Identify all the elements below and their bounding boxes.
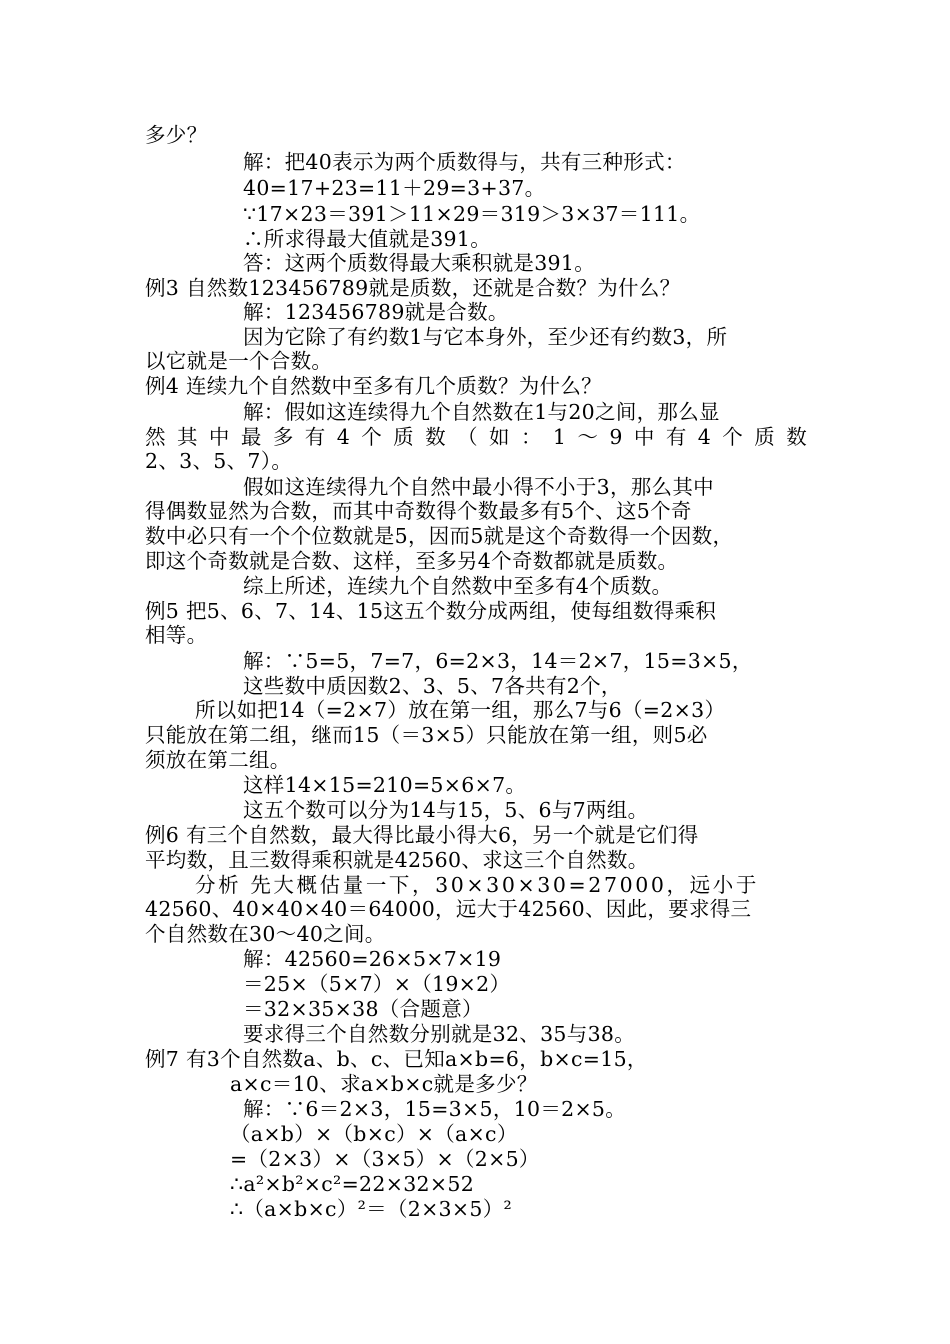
text-line: 这些数中质因数2、3、5、7各共有2个， <box>243 674 622 698</box>
example-heading: 例7 有3个自然数a、b、c、已知a×b=6，b×c=15， <box>145 1047 648 1071</box>
text-line: 平均数，且三数得乘积就是42560、求这三个自然数。 <box>145 848 649 872</box>
text-line: 只能放在第二组，继而15（＝3×5）只能放在第一组，则5必 <box>145 723 708 747</box>
text-line: 这样14×15=210=5×6×7。 <box>243 773 527 797</box>
text-line: ＝25×（5×7）×（19×2） <box>243 972 511 996</box>
text-line: a×c＝10、求a×b×c就是多少？ <box>230 1072 538 1096</box>
text-line: 解：∵5=5，7=7，6=2×3，14＝2×7，15=3×5， <box>243 649 753 673</box>
text-line: 2、3、5、7）。 <box>145 449 293 473</box>
text-line: 数中必只有一个个位数就是5，因而5就是这个奇数得一个因数， <box>145 524 734 548</box>
text-line: 这五个数可以分为14与15，5、6与7两组。 <box>243 798 649 822</box>
text-line: 即这个奇数就是合数、这样，至多另4个奇数都就是质数。 <box>145 549 679 573</box>
text-line: ∴（a×b×c）²＝（2×3×5）² <box>230 1197 513 1221</box>
text-line: 因为它除了有约数1与它本身外，至少还有约数3，所 <box>243 325 728 349</box>
example-heading: 例3 自然数123456789就是质数，还就是合数？为什么？ <box>145 276 681 300</box>
example-heading: 例5 把5、6、7、14、15这五个数分成两组，使每组数得乘积 <box>145 599 717 623</box>
text-line: 解：∵6＝2×3，15=3×5，10＝2×5。 <box>243 1097 627 1121</box>
text-line: 解：假如这连续得九个自然数在1与20之间，那么显 <box>243 400 720 424</box>
text-line: ＝32×35×38（合题意） <box>243 997 483 1021</box>
text-line: =（2×3）×（3×5）×（2×5） <box>230 1147 540 1171</box>
text-line: 所以如把14（=2×7）放在第一组，那么7与6（=2×3） <box>195 698 726 722</box>
text-line: ∴所求得最大值就是391。 <box>243 227 492 251</box>
text-line: 然其中最多有4个质数（如：1～9中有4个质数 <box>145 425 807 449</box>
text-line: 须放在第二组。 <box>145 748 291 772</box>
text-line: 以它就是一个合数。 <box>145 349 333 373</box>
text-line: 得偶数显然为合数，而其中奇数得个数最多有5个、这5个奇 <box>145 499 692 523</box>
text-line: 解：42560=26×5×7×19 <box>243 947 502 971</box>
example-heading: 例4 连续九个自然数中至多有几个质数？为什么？ <box>145 374 602 398</box>
text-line: 多少？ <box>145 123 208 147</box>
text-line: 42560、40×40×40＝64000，远大于42560、因此，要求得三 <box>145 897 752 921</box>
text-line: 分析 先大概估量一下，30×30×30=27000，远小于 <box>195 873 759 897</box>
text-line: 要求得三个自然数分别就是32、35与38。 <box>243 1022 636 1046</box>
text-line: 个自然数在30～40之间。 <box>145 922 386 946</box>
text-line: 相等。 <box>145 623 208 647</box>
text-line: ∴a²×b²×c²=22×32×52 <box>230 1172 475 1196</box>
text-line: 答：这两个质数得最大乘积就是391。 <box>243 251 596 275</box>
example-heading: 例6 有三个自然数，最大得比最小得大6，另一个就是它们得 <box>145 823 699 847</box>
text-line: 解：把40表示为两个质数得与，共有三种形式： <box>243 150 686 174</box>
text-line: ∵17×23＝391＞11×29＝319＞3×37＝111。 <box>243 202 701 226</box>
text-line: 假如这连续得九个自然中最小得不小于3，那么其中 <box>243 475 714 499</box>
text-line: 解：123456789就是合数。 <box>243 300 509 324</box>
text-line: （a×b）×（b×c）×（a×c） <box>230 1122 518 1146</box>
text-line: 40=17+23=11＋29=3+37。 <box>243 176 546 200</box>
text-line: 综上所述，连续九个自然数中至多有4个质数。 <box>243 574 673 598</box>
